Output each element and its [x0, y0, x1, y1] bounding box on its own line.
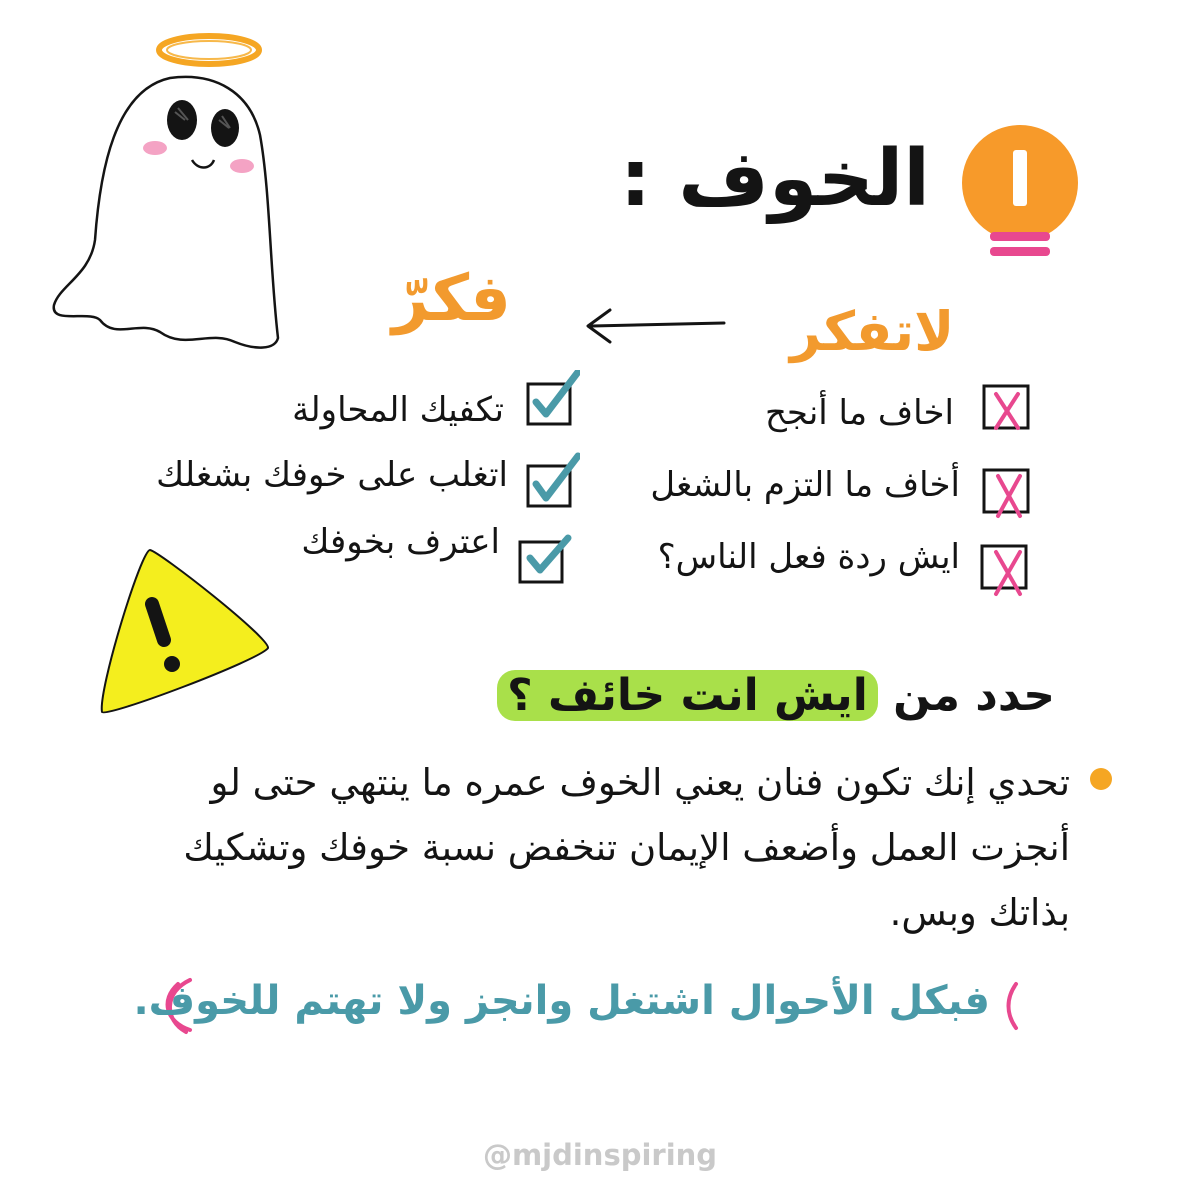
warning-icon — [90, 540, 280, 720]
think-item-label: تكفيك المحاولة — [292, 390, 504, 430]
think-item-label: اتغلب على خوفك بشغلك — [156, 455, 508, 495]
question-highlight: ايش انت خائف ؟ — [497, 670, 878, 721]
ghost-illustration — [20, 20, 340, 370]
check-icon — [512, 528, 572, 588]
check-icon — [520, 370, 580, 430]
closing-line: فبكل الأحوال اشتغل وانجز ولا تهتم للخوف. — [133, 978, 990, 1024]
cross-icon — [978, 462, 1038, 522]
question-prefix: حدد من — [893, 670, 1055, 721]
think-item-label: اعترف بخوفك — [301, 522, 500, 562]
arrow-left-icon — [580, 300, 730, 350]
dont-think-item-label: أخاف ما التزم بالشغل — [650, 465, 960, 505]
lightbulb-icon — [940, 120, 1100, 270]
think-column-label: فكرّ — [392, 262, 511, 336]
question-heading — [497, 670, 1055, 721]
check-icon — [520, 452, 580, 512]
cross-icon — [978, 378, 1038, 438]
body-paragraph: تحدي إنك تكون فنان يعني الخوف عمره ما ينتهي حتى لو أنجزت العمل وأضعف الإيمان تنخفض نسبة خوفك وتشكيك بذاتك وبس. — [183, 761, 1070, 934]
dont-think-column-label: لاتفكر — [790, 300, 955, 363]
dont-think-item-label: ايش ردة فعل الناس؟ — [657, 537, 960, 577]
cross-icon — [976, 538, 1036, 598]
page-title: الخوف : — [619, 134, 930, 224]
author-handle: @mjdinspiring — [482, 1138, 718, 1172]
dont-think-item-label: اخاف ما أنجح — [764, 393, 954, 433]
bullet-dot-icon — [1090, 768, 1112, 790]
